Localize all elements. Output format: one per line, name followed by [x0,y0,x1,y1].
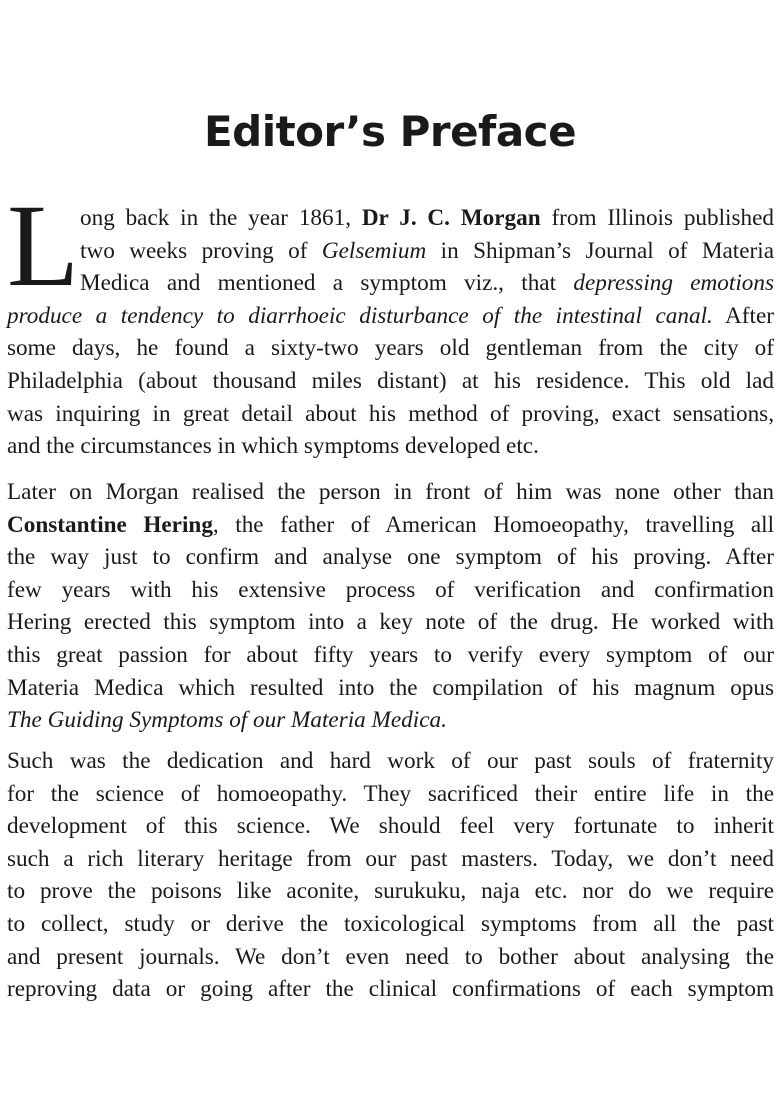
book-title: The Guiding Symptoms of our Materia Medica. [7,707,447,734]
paragraph-2-line-2: Constantine Hering, the father of American Homoeopathy, travelling all [7,511,775,538]
paragraph-2-line-3: the way just to confirm and analyse one symptom of his proving. After [7,544,774,571]
paragraph-3-line-6: to collect, study or derive the toxicological symptoms from all the past [7,910,774,937]
author-name: Dr J. C. Morgan [361,205,541,231]
paragraph-2-line-6: this great passion for about fifty years to verify every symptom of our [7,641,774,668]
paragraph-1-line-1: ong back in the year 1861, Dr J. C. Morgan from Illinois published [80,205,774,231]
paragraph-3-line-5: to prove the poisons like aconite, surukuku, naja etc. nor do we require [7,878,774,905]
paragraph-1 [7,202,774,463]
remedy-name: Gelsemium [321,237,427,264]
paragraph-2-line-7: Materia Medica which resulted into the compilation of his magnum opus [7,674,774,701]
paragraph-3-line-4: such a rich literary heritage from our past masters. Today, we don’t need [7,845,774,872]
paragraph-1-line-8: and the circumstances in which symptoms developed etc. [7,433,539,460]
drop-cap: L [7,180,80,311]
paragraph-2-line-5: Hering erected this symptom into a key note of the drug. He worked with [7,609,774,636]
paragraph-2 [7,476,774,737]
paragraph-3-line-3: development of this science. We should feel very fortunate to inherit [7,813,774,840]
page-title: Editor’s Preface [203,107,577,156]
paragraph-3-line-2: for the science of homoeopathy. They sacrificed their entire life in the [7,780,774,807]
paragraph-3 [7,745,774,1006]
paragraph-2-line-1: Later on Morgan realised the person in front of him was none other than [7,479,774,505]
paragraph-1-line-3: Medica and mentioned a symptom viz., that depressing emotions [80,270,774,297]
paragraph-3-line-1: Such was the dedication and hard work of our past souls of fraternity [7,748,774,774]
paragraph-1-line-7: was inquiring in great detail about his method of proving, exact sensations, [7,400,774,427]
paragraph-1-line-6: Philadelphia (about thousand miles distant) at his residence. This old lad [7,367,774,394]
person-name: Constantine Hering [7,511,213,538]
paragraph-3-line-8: reproving data or going after the clinical confirmations of each symptom [7,976,774,1003]
paragraph-1-line-4: produce a tendency to diarrhoeic disturbance of the intestinal canal. After [7,302,774,329]
paragraph-1-line-2: two weeks proving of Gelsemium in Shipman’s Journal of Materia [80,237,774,264]
paragraph-3-line-7: and present journals. We don’t even need to bother about analysing the [7,943,774,970]
paragraph-2-line-8 [7,704,774,737]
paragraph-1-line-5: some days, he found a sixty-two years old gentleman from the city of [7,335,774,362]
paragraph-2-line-4: few years with his extensive process of verification and confirmation [7,576,774,603]
